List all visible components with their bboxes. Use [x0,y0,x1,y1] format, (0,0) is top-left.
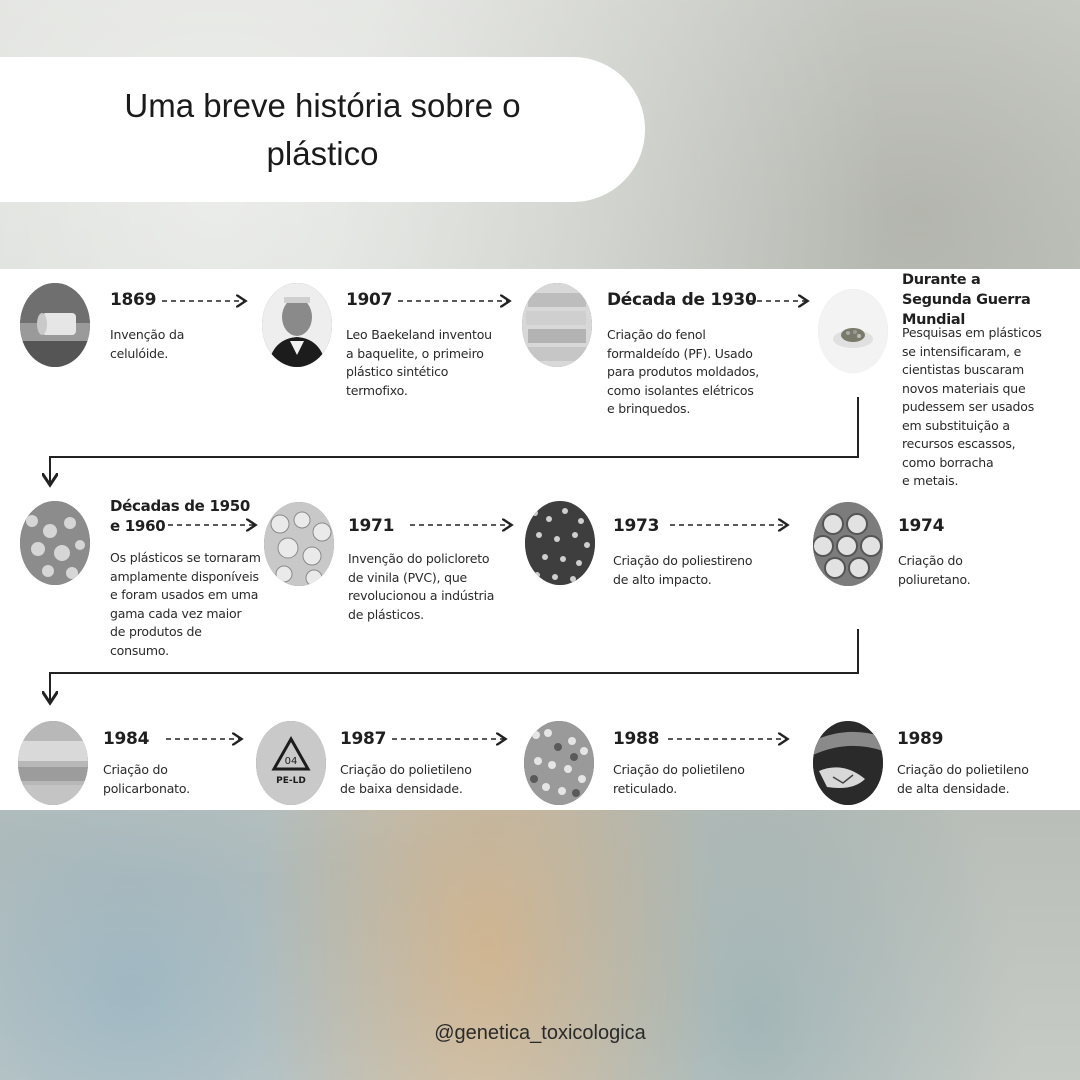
event-year: 1988 [613,729,660,749]
event-description: Criação do poliuretano. [898,553,971,587]
consumer-products-image [20,501,90,585]
crosslinked-polyethylene-image [524,721,594,805]
event-year: Década de 1930 [607,290,757,310]
event-description: Criação do polietileno reticulado. [613,762,745,796]
phenol-formaldehyde-image [522,283,592,367]
event-year: 1984 [103,729,150,749]
event-description: Criação do fenol formaldeído (PF). Usado para produtos moldados, como isolantes elétricos e brinquedos. [607,327,760,416]
event-year: 1974 [898,516,945,536]
hdpe-image [813,721,883,805]
page-title: Uma breve história sobre o plástico [124,86,521,172]
event-year: 1971 [348,516,395,536]
timeline-panel [0,269,1080,810]
polystyrene-granules-image [525,501,595,585]
polycarbonate-image [18,721,88,805]
event-description: Criação do policarbonato. [103,762,190,796]
recycling-number: 04 [284,756,298,767]
event-description: Invenção do policloreto de vinila (PVC), que revolucionou a indústria de plásticos. [348,551,495,622]
event-year: 1973 [613,516,660,536]
title-banner [0,57,645,202]
event-year: 1987 [340,729,387,749]
event-description: Pesquisas em plásticos se intensificaram, e cientistas buscaram novos materiais que pudessem ser usados em substituição a recursos escassos, como borracha e metais. [902,325,1042,488]
event-year: Décadas de 1950 e 1960 [110,497,251,535]
pvc-pipes-image [264,502,334,586]
event-description: Criação do poliestireno de alto impacto. [613,553,753,587]
leo-baekeland-portrait [262,283,332,367]
event-year: 1869 [110,290,157,310]
polyurethane-tubes-image [813,502,883,586]
event-description: Invenção da celulóide. [110,327,185,361]
celluloid-image [20,283,90,367]
event-year: 1989 [897,729,944,749]
author-handle: @genetica_toxicologica [434,1022,646,1044]
plastic-pellets-dish-image [818,289,888,373]
event-year: Durante a Segunda Guerra Mundial [902,272,1031,328]
recycling-code: PE-LD [276,776,306,786]
event-description: Criação do polietileno de alta densidade. [897,762,1029,796]
event-year: 1907 [346,290,393,310]
event-description: Criação do polietileno de baixa densidade. [340,762,472,796]
recycling-symbol-image [256,721,326,805]
event-description: Os plásticos se tornaram amplamente disponíveis e foram usados em uma gama cada vez maior de produtos de consumo. [110,550,261,658]
event-description: Leo Baekeland inventou a baquelite, o primeiro plástico sintético termofixo. [346,327,492,398]
